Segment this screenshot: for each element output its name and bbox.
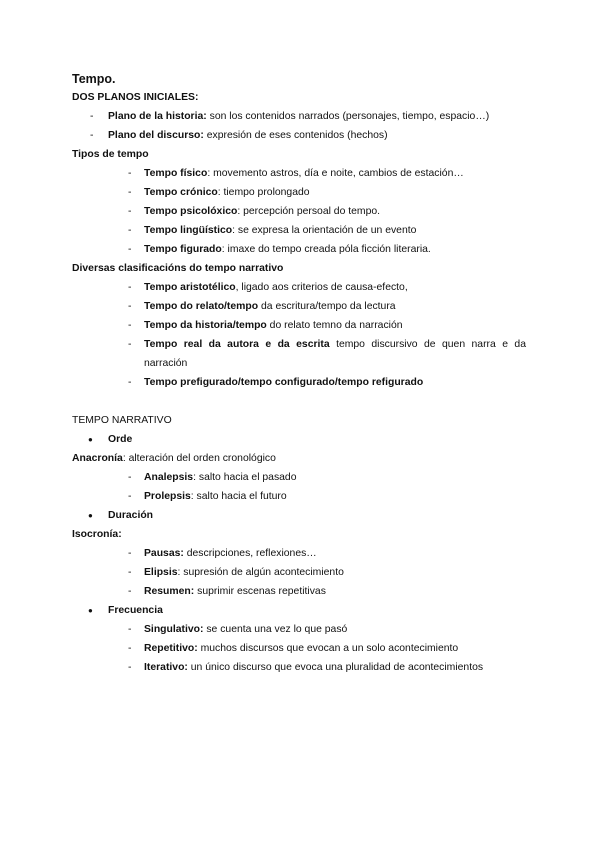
blank-line [72,392,532,411]
list-item: - Tempo prefigurado/tempo configurado/tempo refigurado [72,373,532,392]
dash-marker: - [128,320,132,331]
section-heading-narrativo: TEMPO NARRATIVO [72,415,172,426]
section-heading-planos: DOS PLANOS INICIALES: [72,92,199,103]
bullet-item-duracion: ● Duración [72,506,532,525]
dash-marker: - [128,491,132,502]
dash-marker: - [128,282,132,293]
dash-marker: - [128,168,132,179]
list-item: - Tempo físico: movemento astros, día e noite, cambios de estación… [72,164,532,183]
dash-marker: - [128,206,132,217]
list-item: - Tempo aristotélico, ligado aos criterios de causa-efecto, [72,278,532,297]
list-item: - Repetitivo: muchos discursos que evocan a un solo acontecimiento [72,639,532,658]
list-item: - Resumen: suprimir escenas repetitivas [72,582,532,601]
dash-marker: - [128,187,132,198]
bullet-icon: ● [88,511,93,520]
dash-marker: - [90,111,94,122]
bullet-icon: ● [88,606,93,615]
list-item: - Tempo crónico: tiempo prolongado [72,183,532,202]
document-body [72,70,532,677]
dash-marker: - [128,624,132,635]
list-item: - Tempo psicolóxico: percepción persoal do tempo. [72,202,532,221]
list-item: - Tempo figurado: imaxe do tempo creada póla ficción literaria. [72,240,532,259]
dash-marker: - [128,586,132,597]
list-item: - Plano del discurso: expresión de eses contenidos (hechos) [72,126,532,145]
bullet-icon: ● [88,435,93,444]
dash-marker: - [128,567,132,578]
list-item: - Plano de la historia: son los contenidos narrados (personajes, tiempo, espacio…) [72,107,532,126]
dash-marker: - [128,643,132,654]
bullet-item-orde: ● Orde [72,430,532,449]
list-item: - Tempo da historia/tempo do relato temno da narración [72,316,532,335]
dash-marker: - [128,548,132,559]
list-item: - Tempo lingüístico: se expresa la orientación de un evento [72,221,532,240]
definition-line: Anacronía: alteración del orden cronológico [72,453,276,464]
dash-marker: - [128,472,132,483]
list-item: - Iterativo: un único discurso que evoca una pluralidad de acontecimientos [72,658,532,677]
list-item: - Prolepsis: salto hacia el futuro [72,487,532,506]
dash-marker: - [90,130,94,141]
list-item [72,335,532,373]
dash-marker: - [128,225,132,236]
dash-marker: - [128,244,132,255]
list-item-body: Tempo real da autora e da escrita tempo discursivo de quen narra e da narración [144,339,526,369]
section-heading-clasificacions: Diversas clasificacións do tempo narrativo [72,263,284,274]
list-item: - Analepsis: salto hacia el pasado [72,468,532,487]
bullet-item-frecuencia: ● Frecuencia [72,601,532,620]
dash-marker: - [128,301,132,312]
definition-line: Isocronía: [72,529,122,540]
list-item: - Pausas: descripciones, reflexiones… [72,544,532,563]
dash-marker: - [128,339,132,350]
list-item: - Elipsis: supresión de algún acontecimiento [72,563,532,582]
dash-marker: - [128,662,132,673]
list-item: - Tempo do relato/tempo da escritura/tempo da lectura [72,297,532,316]
list-item: - Singulativo: se cuenta una vez lo que pasó [72,620,532,639]
page-title: Tempo. [72,72,116,86]
dash-marker: - [128,377,132,388]
section-heading-tipos: Tipos de tempo [72,149,149,160]
